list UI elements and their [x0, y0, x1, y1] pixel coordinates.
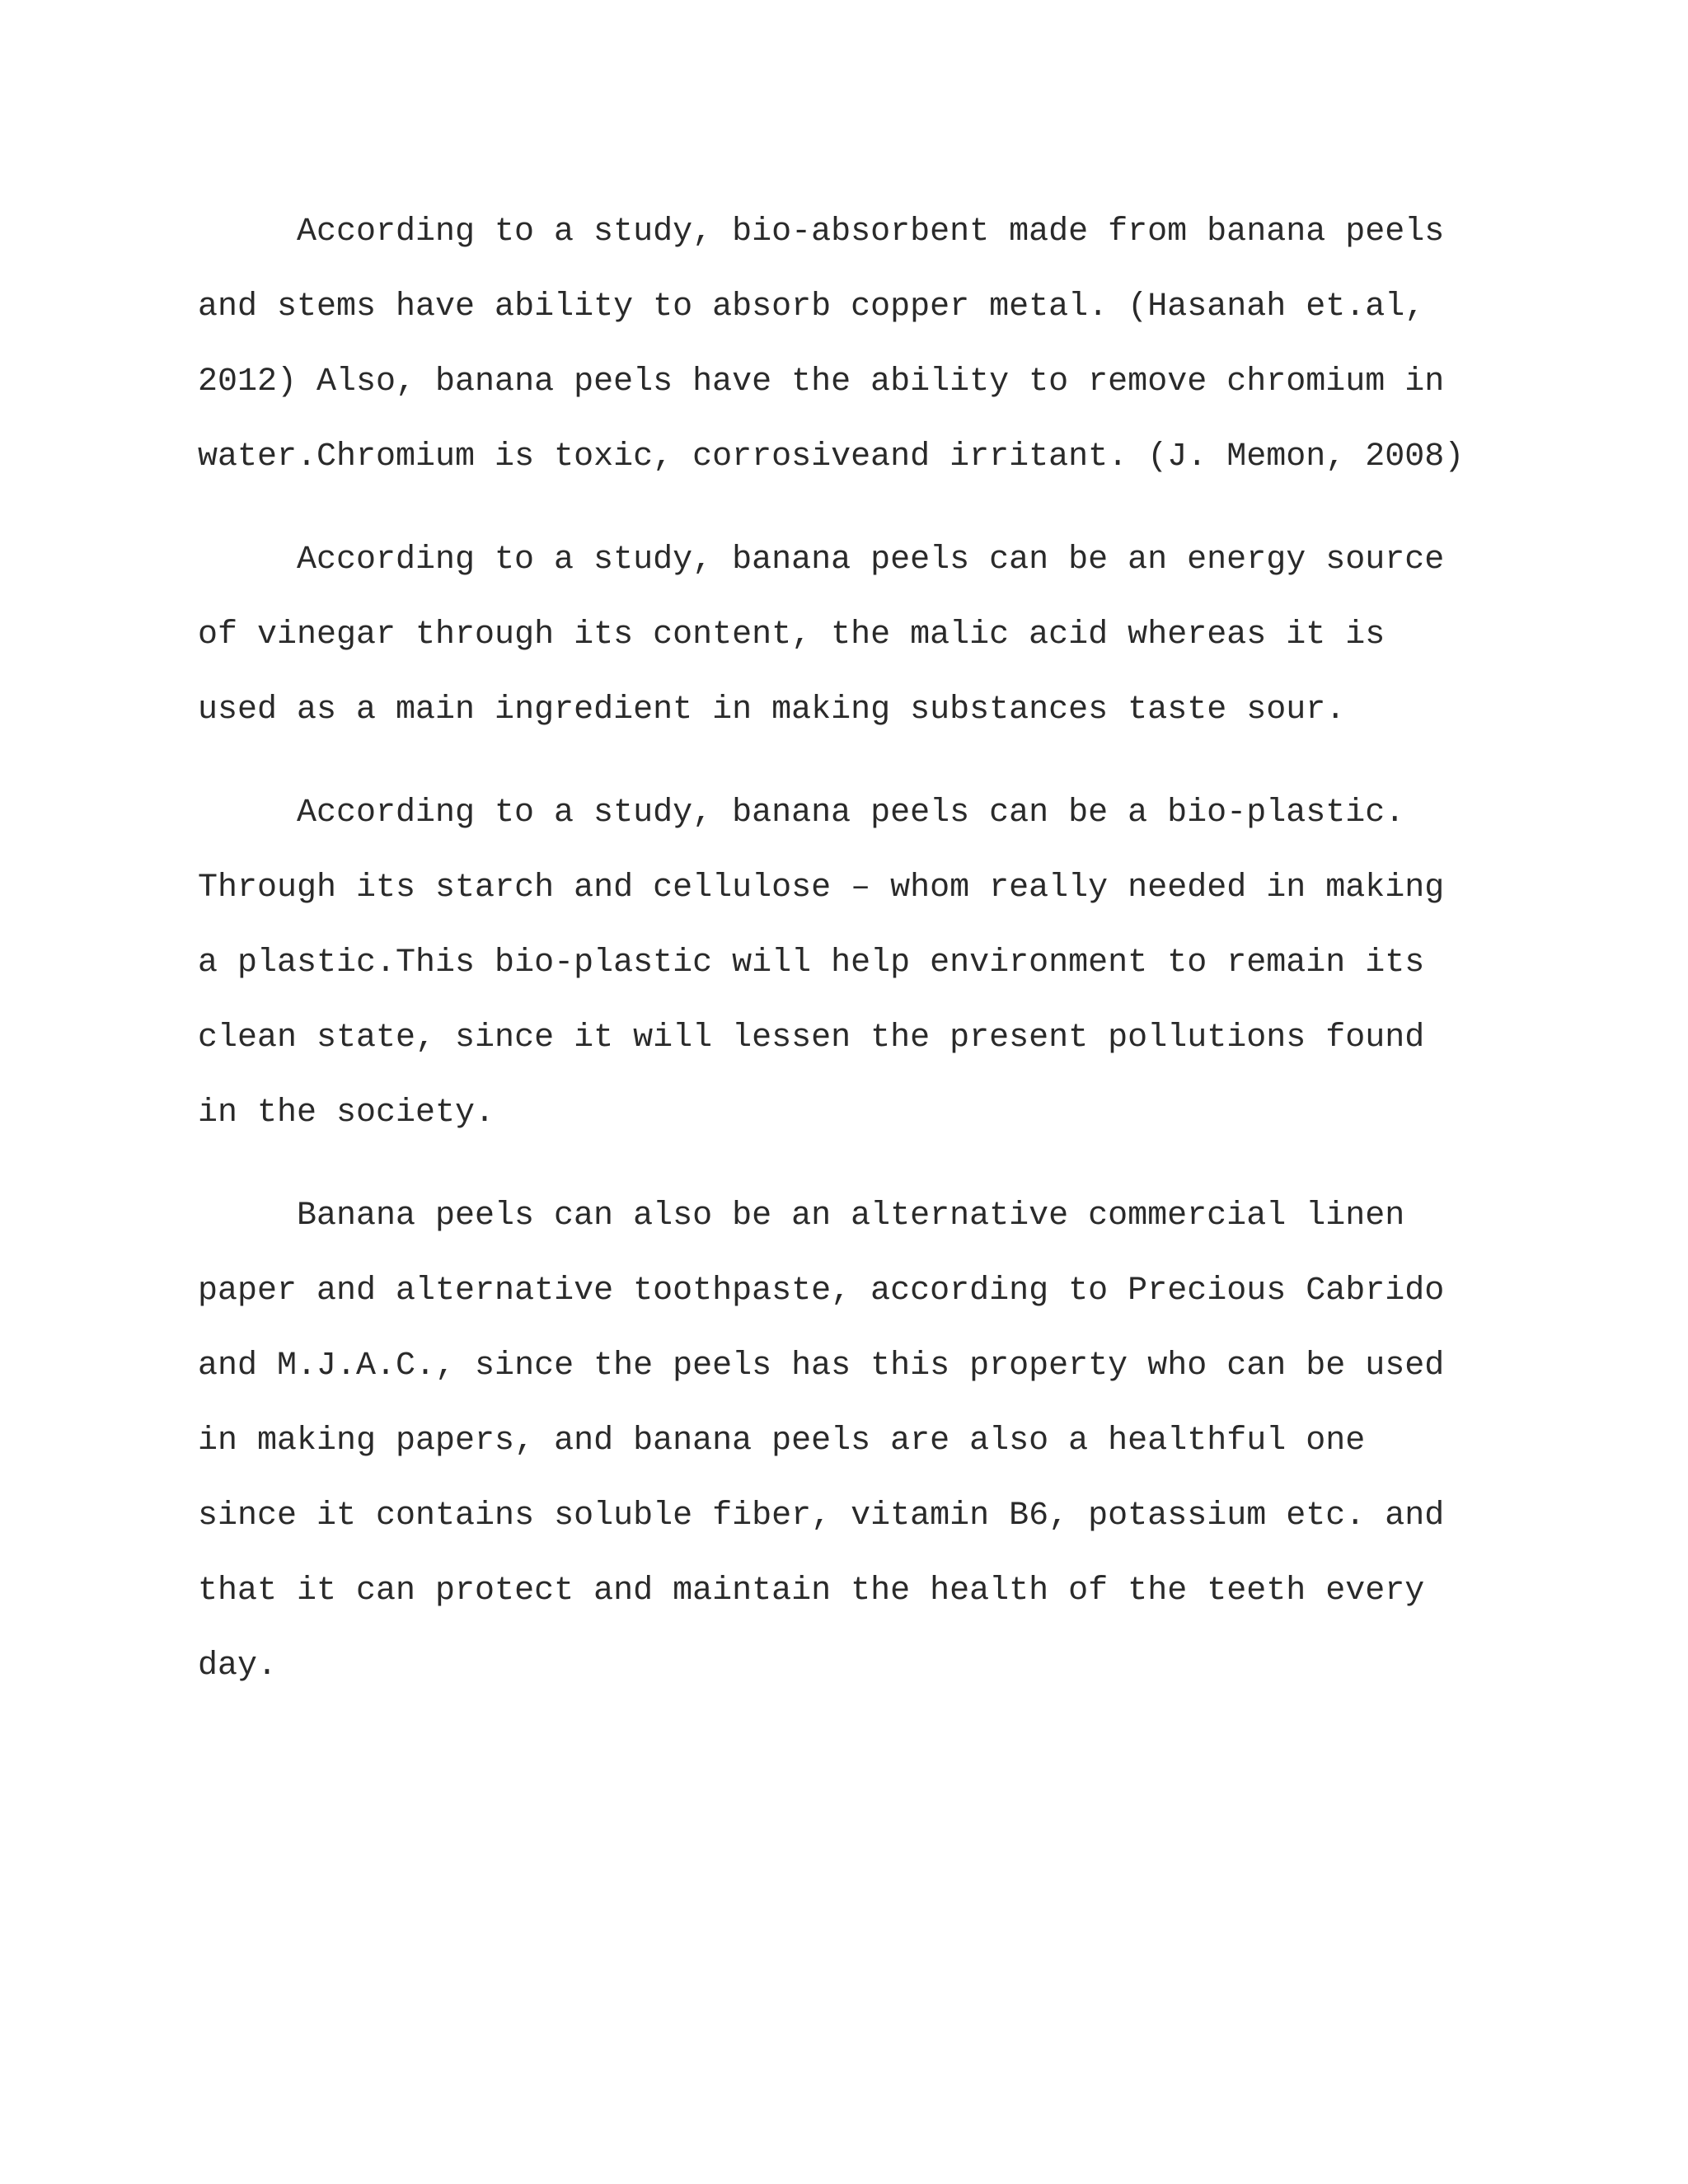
paragraph-line: According to a study, banana peels can be an energy source — [297, 541, 1445, 579]
paragraph-line: water.Chromium is toxic, corrosiveand irritant. (J. Memon, 2008) — [198, 438, 1465, 476]
paragraph-line: 2012) Also, banana peels have the ability to remove chromium in — [198, 363, 1445, 401]
paragraph-line: that it can protect and maintain the health of the teeth every — [198, 1572, 1425, 1610]
paragraph-line: of vinegar through its content, the malic acid whereas it is — [198, 616, 1386, 654]
paragraph-line: since it contains soluble fiber, vitamin B6, potassium etc. and — [198, 1497, 1445, 1535]
paragraph-line: a plastic.This bio-plastic will help environment to remain its — [198, 944, 1425, 982]
document-body — [198, 194, 1517, 1732]
paragraph-line: and stems have ability to absorb copper metal. (Hasanah et.al, — [198, 288, 1425, 326]
paragraph-line: day. — [198, 1647, 278, 1685]
paragraph-line: Through its starch and cellulose – whom really needed in making — [198, 869, 1445, 907]
paragraph-line: in making papers, and banana peels are also a healthful one — [198, 1422, 1366, 1460]
paragraph-vinegar — [198, 523, 1517, 748]
paragraph-copper-chromium — [198, 194, 1517, 494]
paragraph-line: Banana peels can also be an alternative commercial linen — [297, 1197, 1405, 1235]
paragraph-bioplastic — [198, 776, 1517, 1151]
paragraph-paper-toothpaste — [198, 1179, 1517, 1704]
paragraph-line: and M.J.A.C., since the peels has this property who can be used — [198, 1347, 1445, 1385]
paragraph-line: used as a main ingredient in making substances taste sour. — [198, 691, 1346, 729]
paragraph-line: According to a study, bio-absorbent made from banana peels — [297, 213, 1445, 251]
paragraph-line: paper and alternative toothpaste, according to Precious Cabrido — [198, 1272, 1445, 1310]
paragraph-line: in the society. — [198, 1094, 495, 1132]
paragraph-line: clean state, since it will lessen the present pollutions found — [198, 1019, 1425, 1057]
paragraph-line: According to a study, banana peels can be a bio-plastic. — [297, 794, 1405, 832]
